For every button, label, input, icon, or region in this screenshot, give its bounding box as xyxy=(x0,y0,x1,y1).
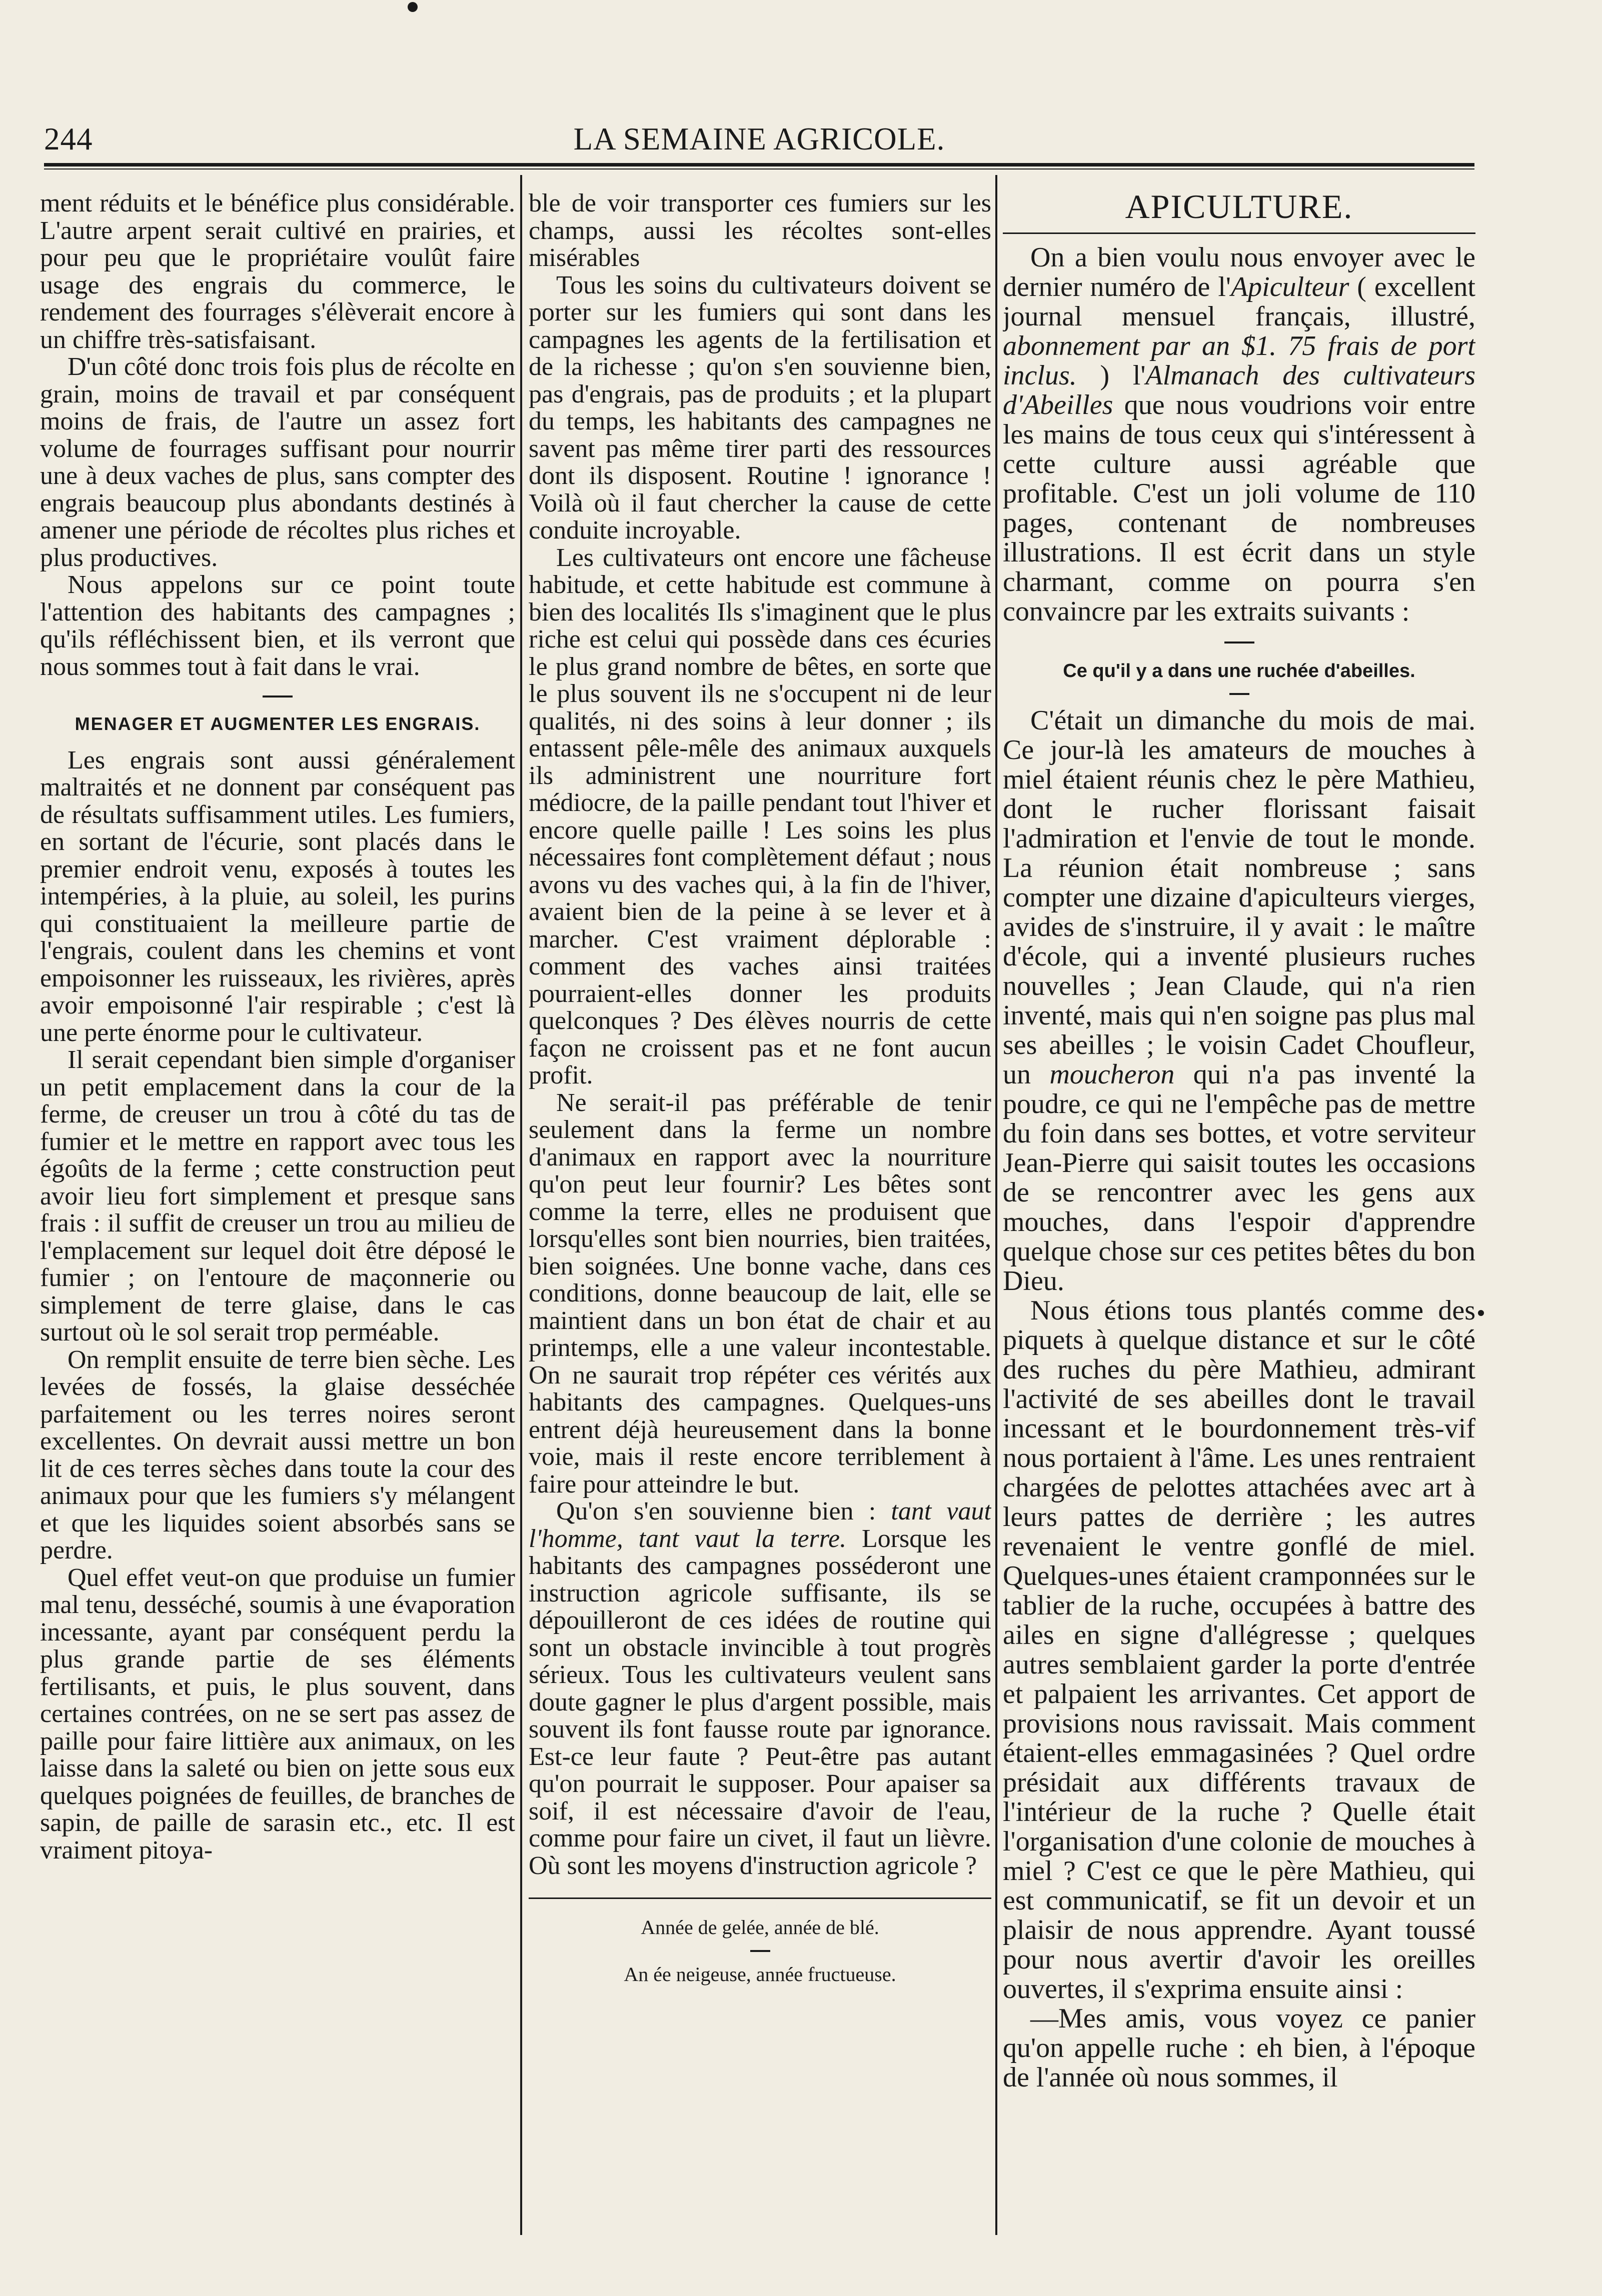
col3-sub-heading: Ce qu'il y a dans une ruchée d'abeilles. xyxy=(1063,660,1415,682)
proverb-rule xyxy=(529,1898,991,1899)
col3-p1-text-d: que nous voudrions voir entre les mains de tous ceux qui s'intéressent à cette culture aussi agréable que profitable. C'est un joli volume de 110 pages, contenant de nombreuses illustrations. Il est écrit dans un style charmant, comme on pourra s'en convaincre par les extraits suivants : xyxy=(1003,390,1475,627)
col3-p2-text-b: qui n'a pas inventé la poudre, ce qui ne l'empêche pas de mettre du foin dans ses bottes, et votre serviteur Jean-Pierre qui saisit toutes les occasions de se rencontrer avec les gens aux mouches, dans l'espoir d'apprendre quelque chose sur ces petites bêtes du bon Dieu. xyxy=(1003,1059,1475,1296)
col1-paragraph-4: Les engrais sont aussi généralement maltraités et ne donnent par conséquent pas de résultats suffisamment utiles. Les fumiers, en sortant de l'écurie, sont placés dans le premier endroit venu, exposés à toutes les intempéries, à la pluie, au soleil, les purins qui constituaient la meilleure partie de l'engrais, coulent dans les chemins et vont empoisonner les ruisseaux, les rivières, après avoir empoisonné l'air respirable ; c'est là une perte énorme pour le cultivateur. xyxy=(40,746,515,1047)
column-divider-2 xyxy=(995,175,997,2235)
col3-sub-separator xyxy=(1229,693,1249,695)
col3-p1-journal-name: Apiculteur xyxy=(1230,272,1349,302)
col3-p2-emphasis: moucheron xyxy=(1049,1059,1175,1090)
col2-p5-text-b: Lorsque les habitants des campagnes posséderont une instruction agricole suffisante, ils se dépouilleront de ces idées de routine qui sont un obstacle invincible à tout progrès sérieux. Tous les cultivateurs veulent sans doute gagner le plus d'argent possible, mais souvent ils font fausse route par ignorance. Est-ce leur faute ? Peut-être pas autant qu'on pourrait le supposer. Pour apaiser sa soif, il est nécessaire d'avoir de l'eau, comme pour faire un civet, il faut un lièvre. Où sont les moyens d'instruction agricole ? xyxy=(529,1524,991,1880)
ink-dot-margin xyxy=(1478,1310,1484,1316)
col2-paragraph-5 xyxy=(529,1498,991,1880)
col3-p1-almanach: Almanach des cultivateurs d'Abeilles xyxy=(1003,360,1475,420)
col3-p1-text-b: ( excellent journal mensuel français, illustré, xyxy=(1003,272,1475,332)
header-rule-thin xyxy=(44,168,1474,170)
journal-title: LA SEMAINE AGRICOLE. xyxy=(573,122,945,156)
col2-paragraph-2: Tous les soins du cultivateurs doivent se porter sur les fumiers qui sont dans les campagnes les agents de la fertilisation et de la richesse ; qu'on s'en souvienne bien, pas d'engrais, pas de produits ; et la plupart du temps, les habitants des campagnes ne savent pas même tirer parti des ressources dont ils disposent. Routine ! ignorance ! Voilà où il faut chercher la cause de cette conduite incroyable. xyxy=(529,270,991,544)
proverb-separator xyxy=(750,1950,770,1952)
col3-paragraph-1 xyxy=(1003,243,1475,626)
col3-p1-text-c: ) l' xyxy=(1076,360,1146,391)
col2-paragraph-4: Ne serait-il pas préférable de tenir seulement dans la ferme un nombre d'animaux en rapport avec la nourriture qu'on peut leur fournir? Les bêtes sont comme la terre, elles ne produisent que lorsqu'elles sont bien nourries, bien traitées, bien soignées. Une bonne vache, dans ces conditions, donne beaucoup de lait, elle se maintient dans un bon état de chair et au printemps, elle a une valeur incontestable. On ne saurait trop répéter ces vérités aux habitants des campagnes. Quelques-uns entrent déjà heureusement dans la bonne voie, mais il reste encore terriblement à faire pour atteindre le but. xyxy=(529,1088,991,1498)
col2-p5-emphasis: tant vaut l'homme, tant vaut la terre. xyxy=(529,1497,991,1553)
col1-paragraph-1: ment réduits et le bénéfice plus considérable. L'autre arpent serait cultivé en prairies, et pour peu que le propriétaire voulût faire usage des engrais du commerce, le rendement des fourrages s'élèverait encore à un chiffre très-satisfaisant. xyxy=(40,190,515,354)
col2-p5-text-a: Qu'on s'en souvienne bien : xyxy=(556,1497,891,1526)
col1-paragraph-2: D'un côté donc trois fois plus de récolte en grain, moins de travail et par conséquent moins de frais, de l'autre un assez fort volume de fourrages suffisant pour nourrir une à deux vaches de plus, sans compter des engrais beaucoup plus abondants destinés à amener une période de récoltes plus riches et plus productives. xyxy=(40,352,515,572)
col1-paragraph-5: Il serait cependant bien simple d'organiser un petit emplacement dans la cour de la ferme, de creuser un trou à côté du tas de fumier et le mettre en rapport avec tous les égoûts de la ferme ; cette construction peut avoir lieu fort simplement et presque sans frais : il suffit de creuser un trou au milieu de l'emplacement sur lequel doit être déposé le fumier ; on l'entoure de maçonnerie ou simplement de terre glaise, dans le cas surtout où le sol serait trop perméable. xyxy=(40,1046,515,1346)
col1-paragraph-3: Nous appelons sur ce point toute l'attention des habitants des campagnes ; qu'ils réfléchissent bien, et ils verront que nous sommes tout à fait dans le vrai. xyxy=(40,570,515,681)
col3-paragraph-2 xyxy=(1003,706,1475,1296)
column-2 xyxy=(529,190,991,2250)
section-separator xyxy=(263,696,293,698)
page-number: 244 xyxy=(44,122,93,156)
apiculture-heading: APICULTURE. xyxy=(1125,190,1353,226)
column-3 xyxy=(1003,190,1475,2250)
page-header xyxy=(44,120,1474,158)
col3-p1-subscription: abonnement par an $1. 75 frais de port inclus. xyxy=(1003,330,1475,391)
column-1 xyxy=(40,190,515,2250)
proverb-2: An ée neigeuse, année fructueuse. xyxy=(624,1963,896,1986)
ink-dot-top xyxy=(408,2,418,12)
col1-paragraph-7: Quel effet veut-on que produise un fumier mal tenu, desséché, soumis à une évaporation incessante, ayant par conséquent perdu la plus grande partie de ses éléments fertilisants, et puis, le plus souvent, dans certaines contrées, on ne se sert pas assez de paille pour faire littière aux animaux, on les laisse dans la saleté ou bien on jette sous eux quelques poignées de feuilles, de branches de sapin, de paille de sarasin etc., etc. Il est vraiment pitoya- xyxy=(40,1563,515,1864)
section-title: MENAGER ET AUGMENTER LES ENGRAIS. xyxy=(75,714,481,734)
col2-paragraph-1: ble de voir transporter ces fumiers sur les champs, aussi les récoltes sont-elles misérables xyxy=(529,190,991,272)
column-divider-1 xyxy=(520,175,522,2235)
col3-p1-text-a: On a bien voulu nous envoyer avec le dernier numéro de l' xyxy=(1003,242,1475,302)
proverb-1: Année de gelée, année de blé. xyxy=(641,1916,879,1938)
col3-paragraph-3: Nous étions tous plantés comme des piquets à quelque distance et sur le côté des ruches du père Mathieu, admirant l'activité de ses abeilles dont le travail incessant et le bourdonnement très-vif nous portaient à l'âme. Les unes rentraient chargées de pelottes attachées avec art à leurs pattes de derrière ; les autres revenaient le ventre gonflé de miel. Quelques-unes étaient cramponnées sur le tablier de la ruche, occupées à battre des ailes en signe d'allégresse ; quelques autres semblaient garder la porte d'entrée et palpaient les arrivantes. Cet apport de provisions nous ravissait. Mais comment étaient-elles emmagasinées ? Quel ordre présidait aux différents travaux de l'intérieur de la ruche ? Quelle était l'organisation d'une colonie de mouches à miel ? C'est ce que le père Mathieu, qui est communicatif, se fit un devoir et un plaisir de nous apprendre. Ayant toussé pour nous avertir d'avoir les oreilles ouvertes, il s'exprima ensuite ainsi : xyxy=(1003,1295,1475,2004)
header-rule xyxy=(44,163,1474,166)
col3-separator xyxy=(1224,642,1254,644)
col2-paragraph-3: Les cultivateurs ont encore une fâcheuse habitude, et cette habitude est commune à bien des localités Ils s'imaginent que le plus riche est celui qui possède dans ces écuries le plus grand nombre de bêtes, en sorte que le plus souvent ils ne s'occupent ni de leur qualités, ni des soins à leur donner ; ils entassent pêle-mêle des animaux auxquels ils administrent une nourriture fort médiocre, de la paille pendant tout l'hiver et encore quelle paille ! Les soins les plus nécessaires font complètement défaut ; nous avons vu des vaches qui, à la fin de l'hiver, avaient bien de la peine à se lever et à marcher. C'est vraiment déplorable : comment des vaches ainsi traitées pourraient-elles donner les produits quelconques ? Des élèves nourris de cette façon ne croissent pas et ne font aucun profit. xyxy=(529,543,991,1090)
col1-paragraph-6: On remplit ensuite de terre bien sèche. Les levées de fossés, la glaise desséchée parfaitement ou les terres noires seront excellentes. On devrait aussi mettre un bon lit de ces terres sèches dans toute la cour des animaux pour que les fumiers s'y mélangent et que les liquides soient absorbés sans se perdre. xyxy=(40,1345,515,1564)
col3-paragraph-4: —Mes amis, vous voyez ce panier qu'on appelle ruche : eh bien, à l'époque de l'année où nous sommes, il xyxy=(1003,2003,1475,2093)
col3-p2-text-a: C'était un dimanche du mois de mai. Ce jour-là les amateurs de mouches à miel étaient réunis chez le père Mathieu, dont le rucher florissant faisait l'admiration et l'envie de tout le monde. La réunion était nombreuse ; sans compter une dizaine d'apiculteurs vierges, avides de s'instruire, il y avait : le maître d'école, qui a inventé plusieurs ruches nouvelles ; Jean Claude, qui n'a rien inventé, mais qui n'en soigne pas plus mal ses abeilles ; le voisin Cadet Choufleur, un xyxy=(1003,705,1475,1090)
apiculture-heading-rule xyxy=(1003,232,1475,234)
